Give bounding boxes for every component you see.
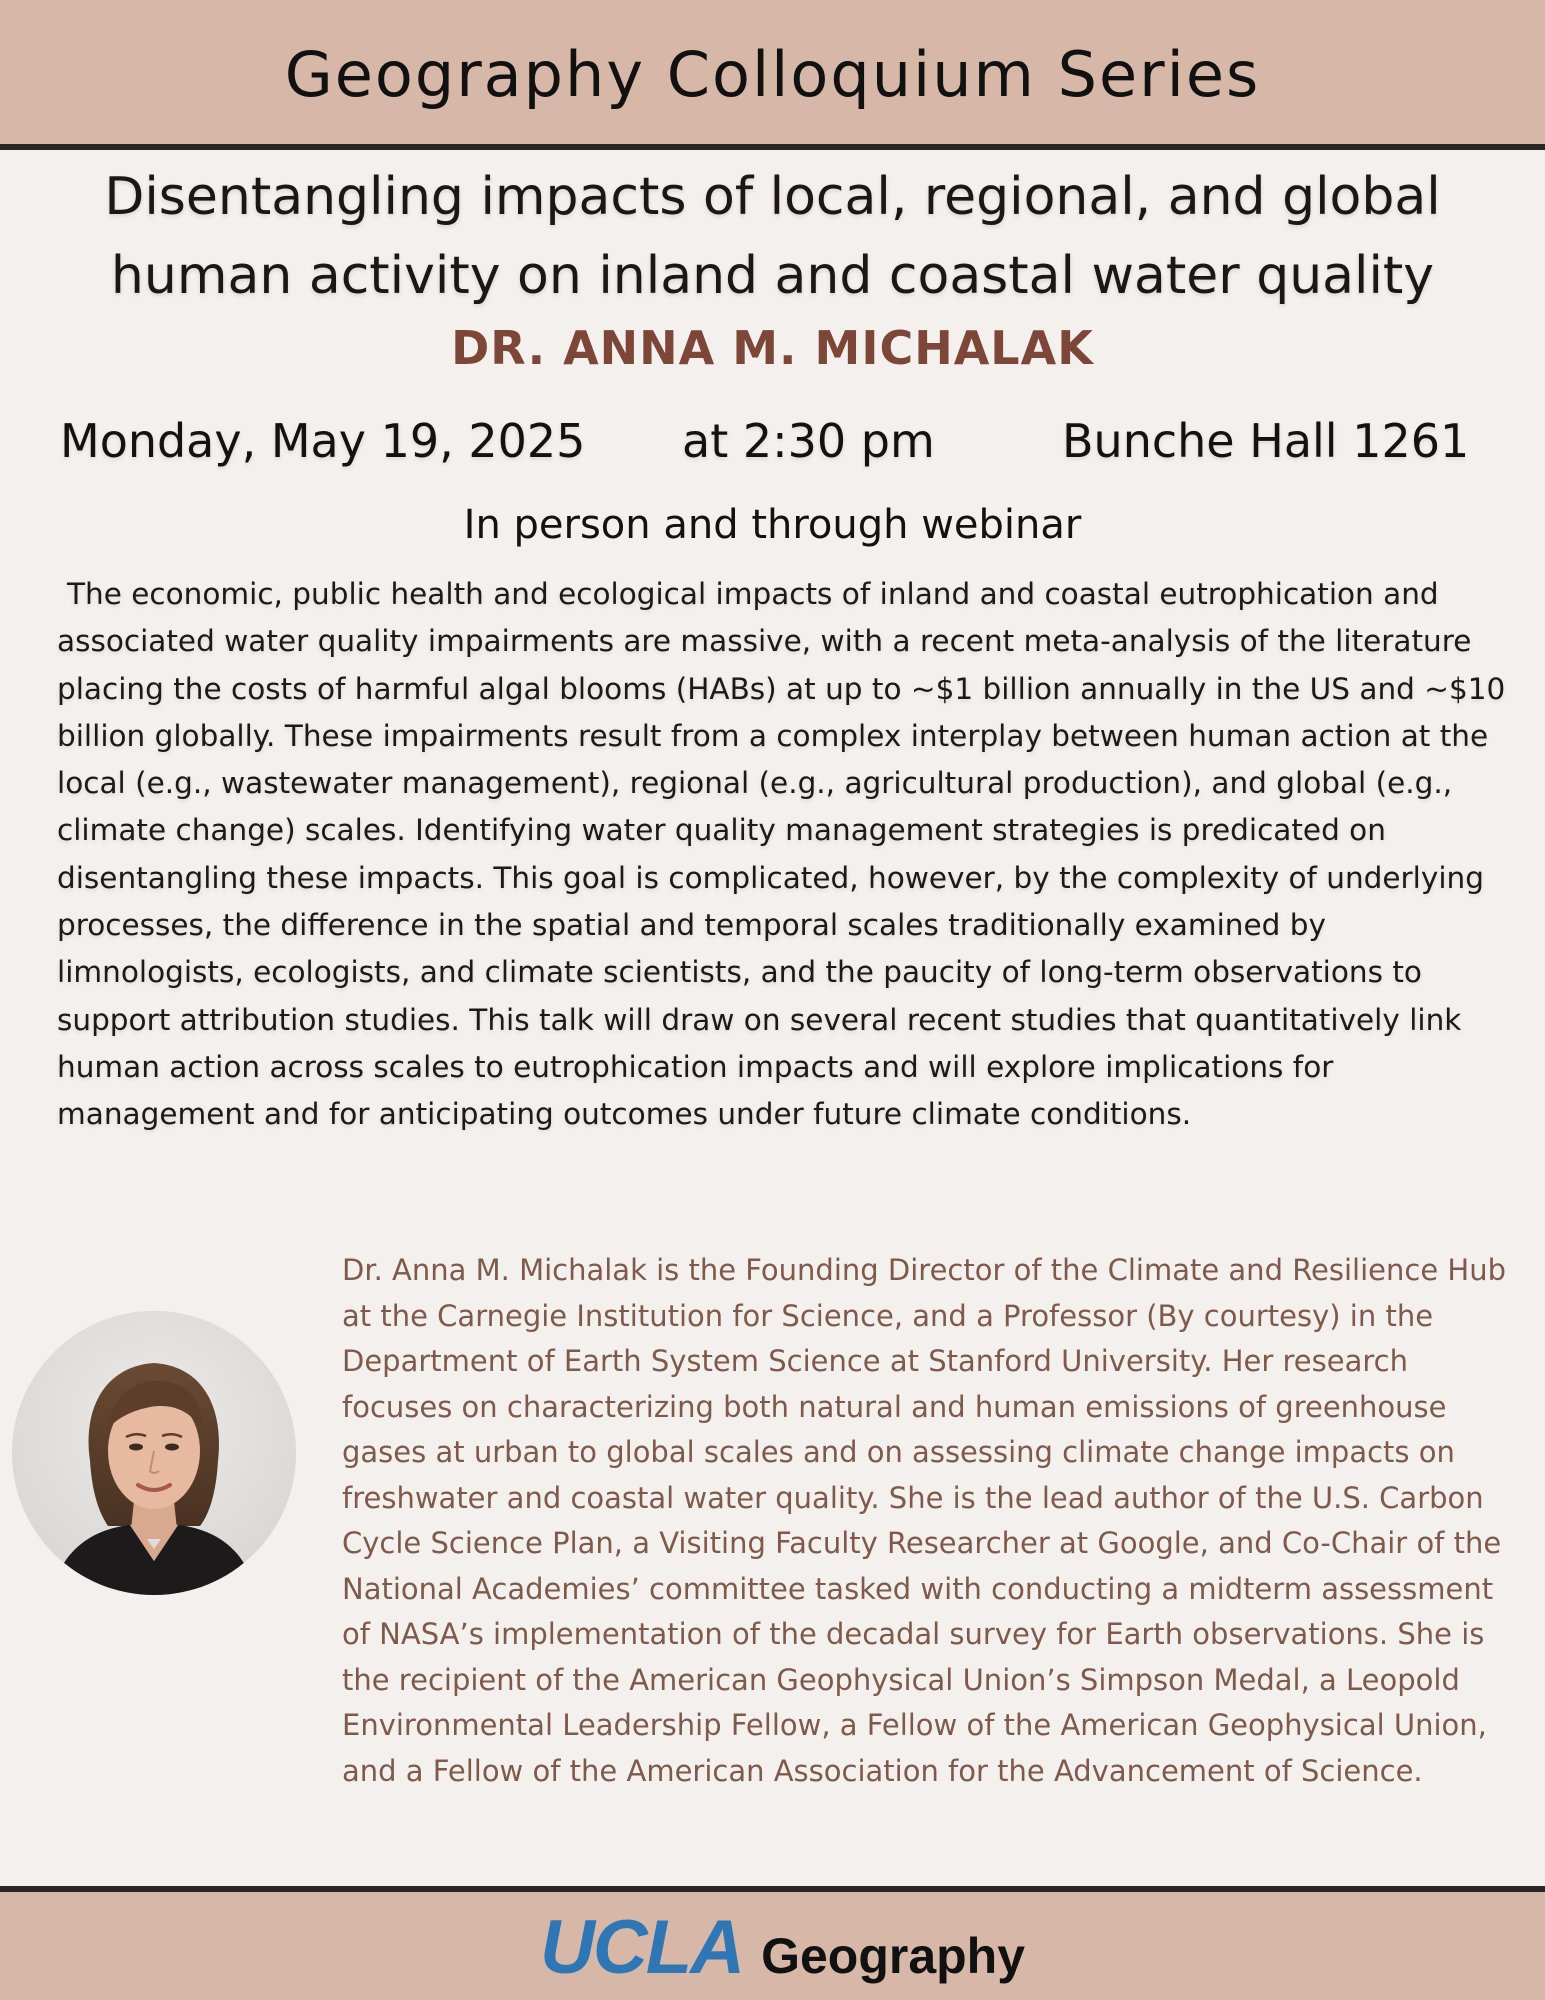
event-time: at 2:30 pm xyxy=(682,414,935,468)
speaker-bio: Dr. Anna M. Michalak is the Founding Director of the Climate and Resilience Hub at the Carnegie Institution for Science, and a Professor (By courtesy) in the Department of Earth System Science at Stanford University. Her research focuses on characterizing both natural and human emissions of greenhouse gases at urban to global scales and on assessing climate change impacts on freshwater and coastal water quality. She is the lead author of the U.S. Carbon Cycle Science Plan, a Visiting Faculty Researcher at Google, and Co-Chair of the National Academies’ committee tasked with conducting a midterm assessment of NASA’s implementation of the decadal survey for Earth observations. She is the recipient of the American Geophysical Union’s Simpson Medal, a Leopold Environmental Leadership Fellow, a Fellow of the American Geophysical Union, and a Fellow of the American Association for the Advancement of Science. xyxy=(342,1253,1506,1788)
event-date: Monday, May 19, 2025 xyxy=(60,414,586,468)
event-location: Bunche Hall 1261 xyxy=(1062,414,1470,468)
abstract-text: The economic, public health and ecological impacts of inland and coastal eutrophication and associated water quality impairments are massive, with a recent meta-analysis of the literature placing the costs of harmful algal blooms (HABs) at up to ~$1 billion annually in the US and ~$10 billion globally. These impairments result from a complex interplay between human action at the local (e.g., wastewater management), regional (e.g., agricultural production), and global (e.g., climate change) scales. Identifying water quality management strategies is predicated on disentangling these impacts. This goal is complicated, however, by the complexity of underlying processes, the difference in the spatial and temporal scales traditionally examined by limnologists, ecologists, and climate scientists, and the paucity of long-term observations to support attribution studies. This talk will draw on several recent studies that quantitatively link human action across scales to eutrophication impacts and will explore implications for management and for anticipating outcomes under future climate conditions. xyxy=(57,577,1506,1132)
event-mode: In person and through webinar xyxy=(463,502,1082,548)
talk-title-line-1: Disentangling impacts of local, regional, and global xyxy=(104,167,1441,227)
speaker-photo xyxy=(12,1311,296,1595)
talk-title-line-2: human activity on inland and coastal water quality xyxy=(110,246,1435,307)
series-title: Geography Colloquium Series xyxy=(284,38,1261,111)
header-band xyxy=(0,0,1545,150)
ucla-geography-logo xyxy=(540,1904,1025,1992)
speaker-portrait-image xyxy=(12,1311,296,1595)
ucla-wordmark: UCLA xyxy=(540,1905,744,1990)
talk-title xyxy=(30,158,1515,316)
speaker-name: DR. ANNA M. MICHALAK xyxy=(451,321,1094,375)
geography-wordmark: Geography xyxy=(761,1928,1026,1984)
